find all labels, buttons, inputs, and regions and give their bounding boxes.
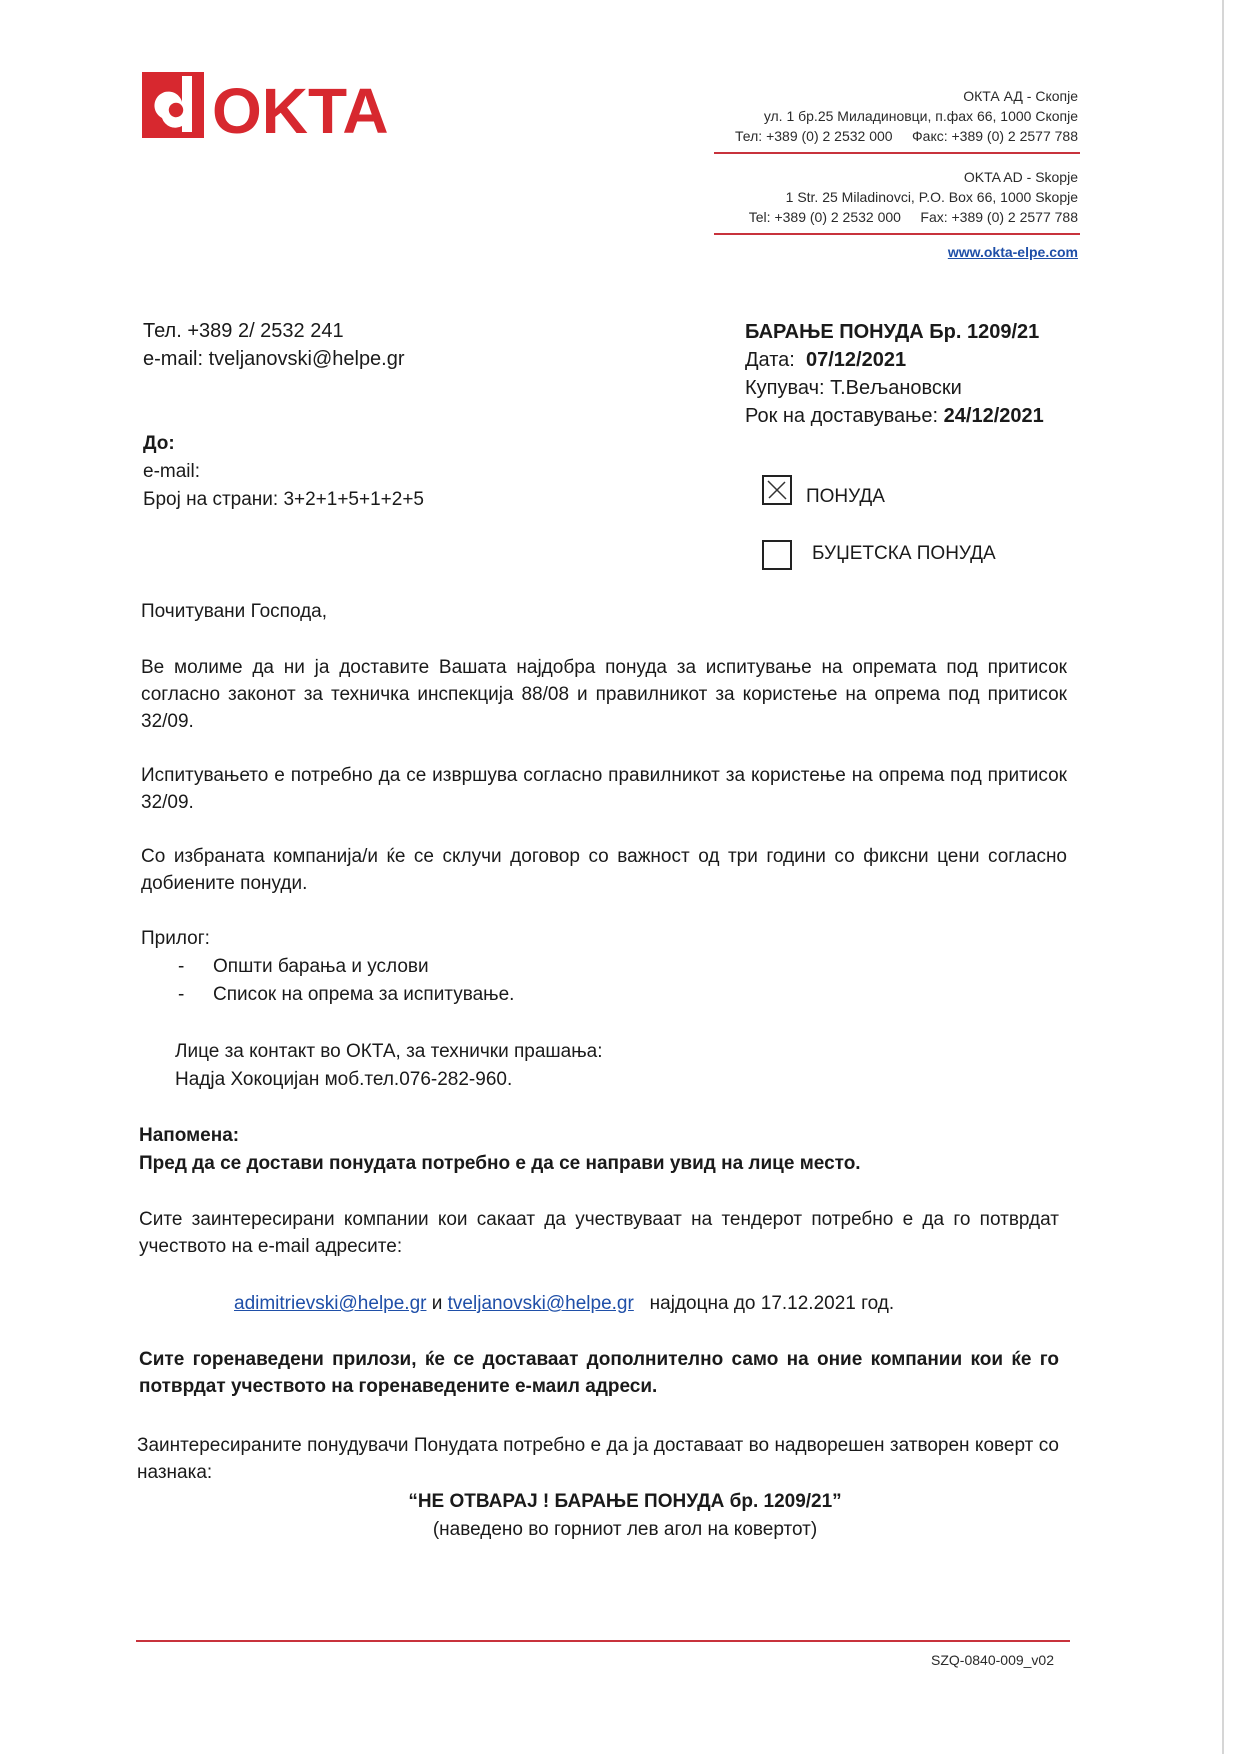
paragraph-4: Сите заинтересирани компании кои сакаат да учествуваат на тендерот потребно е да го потврдат учеството на e-mail адресите: (139, 1209, 1059, 1257)
header-en (478, 167, 1078, 227)
header-en-phone: Tel: +389 (0) 2 2532 000 (748, 209, 901, 225)
paragraph-2: Испитувањето е потребно да се извршува согласно правилникот за користење на опрема под притисок 32/09. (141, 765, 1067, 813)
header-mk-company: ОКТА АД - Скопје (963, 88, 1078, 104)
request-block (745, 318, 1044, 430)
email-line (234, 1290, 894, 1317)
email-link-1[interactable]: adimitrievski@helpe.gr (234, 1293, 427, 1314)
header-mk-phone: Тел: +389 (0) 2 2532 000 (735, 128, 893, 144)
note-label: Напомена: (139, 1125, 240, 1146)
paragraph-6: Заинтересираните понудувачи Понудата потребно е да ја доставаат во надворешен затворен коверт со назнака: (137, 1435, 1059, 1483)
request-date (745, 346, 1044, 374)
to-label: До: (143, 433, 175, 454)
request-date-label: Дата: (745, 349, 795, 371)
sender-email: e-mail: tveljanovski@helpe.gr (143, 348, 405, 370)
request-date-value: 07/12/2021 (805, 349, 907, 371)
email-link-2[interactable]: tveljanovski@helpe.gr (447, 1293, 634, 1314)
logo-text: OKTA (212, 75, 389, 142)
attachment-item: - (178, 956, 185, 977)
attachment-item-1: Општи барања и услови (213, 956, 429, 977)
footer-divider (136, 1640, 1070, 1642)
header-mk-divider (714, 152, 1080, 154)
note-text: Пред да се достави понудата потребно е да се направи увид на лице место. (139, 1153, 861, 1174)
offer-checkbox[interactable] (762, 475, 792, 505)
recipient-block (143, 430, 424, 514)
document-code: SZQ-0840-009_v02 (931, 1652, 1054, 1668)
header-mk-contacts (478, 126, 1078, 146)
budget-offer-checkbox[interactable] (762, 540, 792, 570)
header-mk (478, 86, 1078, 146)
request-title: БАРАЊЕ ПОНУДА Бр. 1209/21 (745, 321, 1040, 343)
contact-line-1: Лице за контакт во ОКТА, за технички прашања: (175, 1041, 603, 1062)
greeting: Почитувани Господа, (141, 601, 328, 622)
contact-line-2: Надја Хокоцијан моб.тел.076-282-960. (175, 1069, 513, 1090)
request-deadline (745, 402, 1044, 430)
header-en-company: OKTA AD - Skopje (963, 169, 1078, 185)
header-en-contacts (478, 207, 1078, 227)
okta-logo (142, 70, 402, 142)
envelope-note: (наведено во горниот лев агол на ковертот) (432, 1519, 818, 1540)
sender-phone: Тел. +389 2/ 2532 241 (143, 320, 344, 342)
header-en-divider (714, 233, 1080, 235)
email-and: и (431, 1293, 443, 1314)
header-en-address: 1 Str. 25 Miladinovci, P.O. Box 66, 1000 Skopje (785, 189, 1078, 205)
offer-label: ПОНУДА (806, 486, 885, 507)
okta-logo-mark (142, 70, 402, 142)
recipient-email-label: e-mail: (143, 461, 201, 482)
paragraph-5: Сите горенаведени прилози, ќе се доставаат дополнително само на оние компании кои ќе го потврдат учеството на горенаведените е-маил адреси. (139, 1349, 1059, 1397)
attachment-item: - (178, 984, 185, 1005)
paragraph-3: Со избраната компанија/и ќе се склучи договор со важност од три години со фиксни цени согласно добиените понуди. (141, 846, 1067, 894)
header-en-fax: Fax: +389 (0) 2 2577 788 (920, 209, 1078, 225)
checkmark-x-icon (764, 477, 790, 503)
request-buyer: Купувач: Т.Вељановски (745, 377, 962, 399)
email-deadline: најдоцна до 17.12.2021 год. (649, 1293, 895, 1314)
attachments-label: Прилог: (141, 928, 210, 949)
website-link[interactable]: www.okta-elpe.com (947, 244, 1078, 260)
budget-offer-label: БУЏЕТСКА ПОНУДА (812, 543, 996, 564)
envelope-mark: “НЕ ОТВАРАЈ ! БАРАЊЕ ПОНУДА бр. 1209/21” (408, 1491, 842, 1512)
request-deadline-label: Рок на доставување: (745, 405, 939, 427)
request-deadline-value: 24/12/2021 (943, 405, 1044, 427)
header-mk-address: ул. 1 бр.25 Миладиновци, п.фах 66, 1000 Скопје (763, 108, 1078, 124)
header-mk-fax: Факс: +389 (0) 2 2577 788 (912, 128, 1078, 144)
attachment-item-2: Список на опрема за испитување. (213, 984, 515, 1005)
sender-block (143, 317, 405, 373)
website-wrap (678, 242, 1078, 262)
paragraph-1: Ве молиме да ни ја доставите Вашата најдобра понуда за испитување на опремата под притисок согласно законот за техничка инспекција 88/08 и правилникот за користење на опрема под притисок 32/09. (141, 657, 1067, 732)
page-count: Број на страни: 3+2+1+5+1+2+5 (143, 489, 424, 510)
